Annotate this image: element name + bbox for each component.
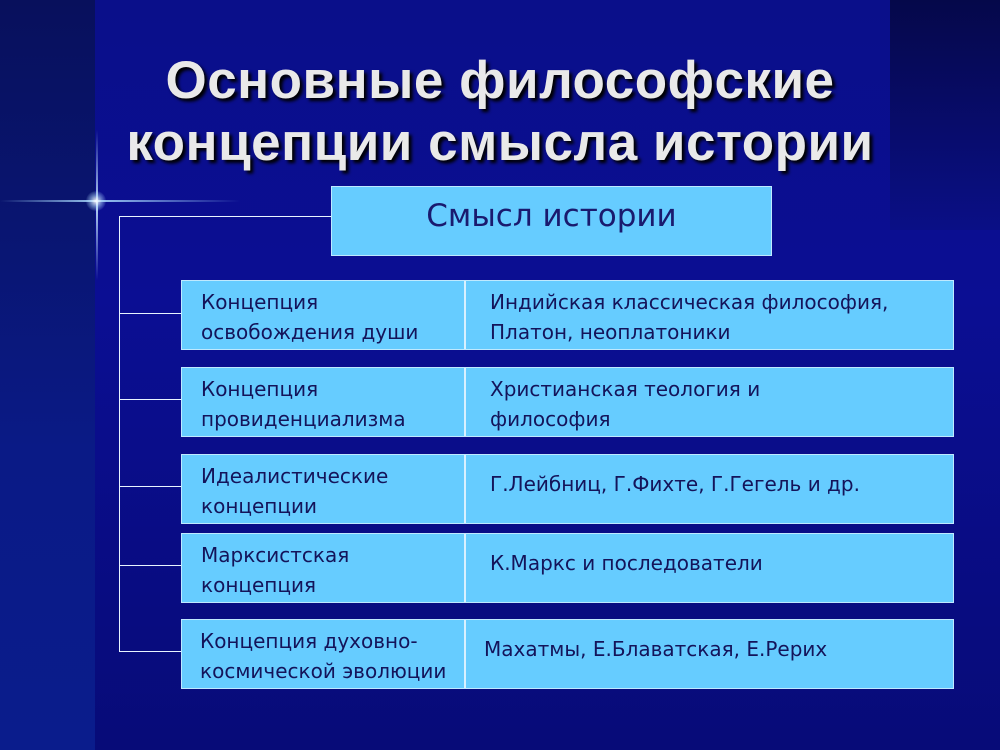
representatives-line: Христианская теология и [490, 377, 761, 401]
concept-cell [182, 534, 466, 602]
concept-row [181, 367, 954, 437]
representatives-cell [466, 455, 953, 523]
concept-row [181, 533, 954, 603]
slide-title-line-2: концепции смысла истории [126, 113, 874, 172]
concept-line: Концепция [201, 377, 319, 401]
concept-row [181, 454, 954, 524]
representatives-line: Г.Лейбниц, Г.Фихте, Г.Гегель и др. [490, 472, 860, 496]
concept-cell [182, 281, 466, 349]
concept-cell [182, 455, 466, 523]
connector-branch-4 [119, 565, 182, 566]
slide-title [0, 50, 1000, 174]
representatives-line: Платон, неоплатоники [490, 320, 731, 344]
concept-line: космической эволюции [200, 659, 447, 683]
representatives-cell [466, 368, 953, 436]
representatives-cell [466, 620, 953, 688]
root-node-label: Смысл истории [426, 198, 677, 234]
concept-line: Концепция [201, 290, 319, 314]
representatives-line: философия [490, 407, 611, 431]
representatives-line: К.Маркс и последователи [490, 551, 763, 575]
concept-cell [182, 368, 466, 436]
concept-line: Идеалистические [201, 464, 389, 488]
concept-row [181, 619, 954, 689]
representatives-line: Индийская классическая философия, [490, 290, 889, 314]
connector-branch-1 [119, 313, 182, 314]
concept-cell [182, 620, 466, 688]
concept-line: концепция [201, 573, 317, 597]
concept-line: освобождения души [201, 320, 419, 344]
representatives-line: Махатмы, Е.Блаватская, Е.Рерих [484, 637, 828, 661]
representatives-cell [466, 534, 953, 602]
slide-title-line-1: Основные философские [165, 51, 835, 110]
connector-branch-2 [119, 399, 182, 400]
connector-branch-3 [119, 486, 182, 487]
connector-root [119, 216, 332, 217]
concept-line: Концепция духовно- [200, 629, 418, 653]
connector-trunk [119, 216, 120, 651]
concept-line: провиденциализма [201, 407, 406, 431]
representatives-cell [466, 281, 953, 349]
light-flare-center [86, 191, 106, 211]
root-node-meaning-of-history [331, 186, 772, 256]
light-flare-horizontal [0, 200, 240, 202]
concept-line: Марксистская [201, 543, 350, 567]
concept-line: концепции [201, 494, 317, 518]
concept-row [181, 280, 954, 350]
connector-branch-5 [119, 651, 182, 652]
